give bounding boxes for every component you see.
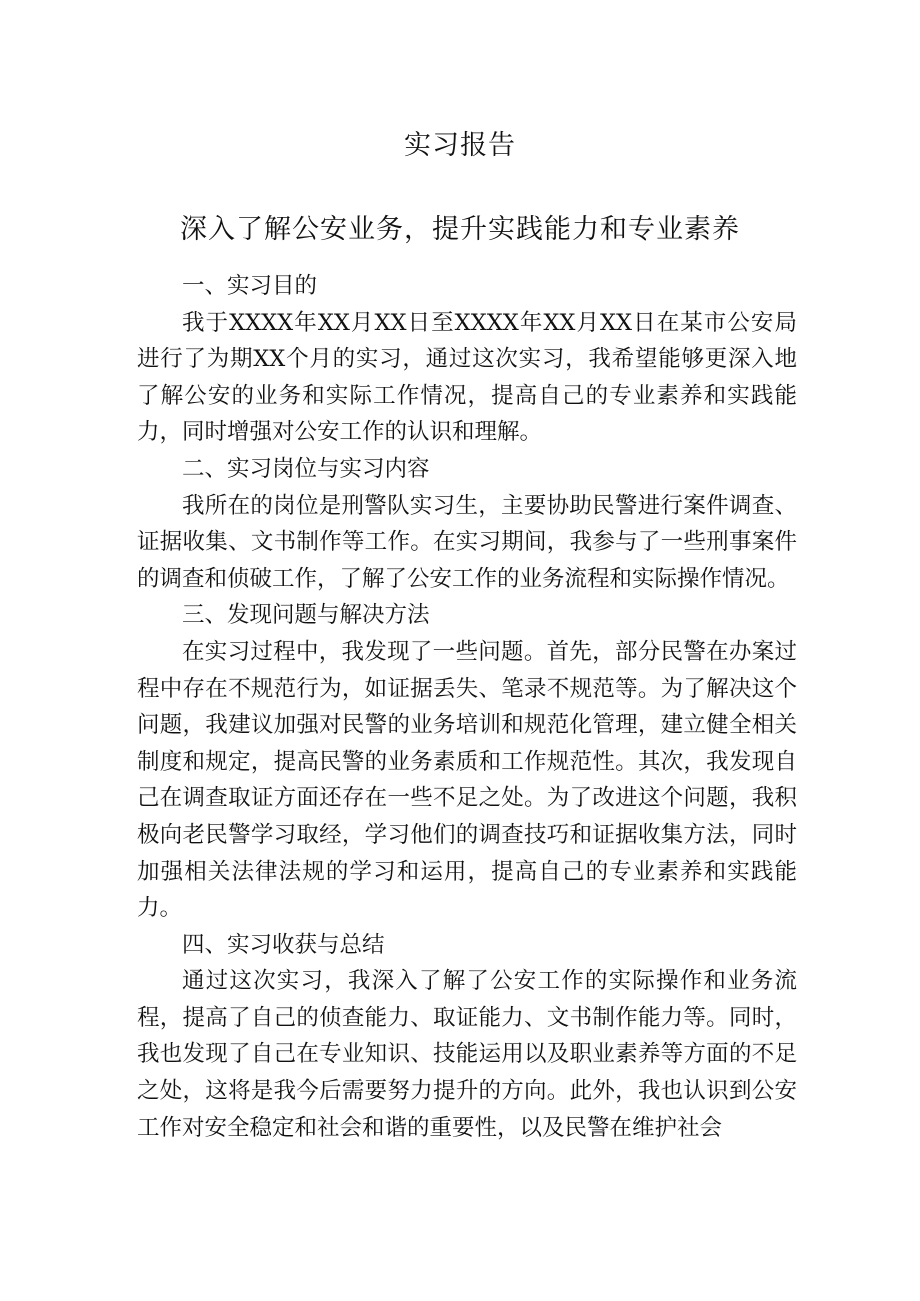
document-subtitle: 深入了解公安业务，提升实践能力和专业素养	[180, 214, 740, 245]
section-paragraph-purpose: 我于XXXX年XX月XX日至XXXX年XX月XX日在某市公安局进行了为期XX个月的实习，通过这次实习，我希望能够更深入地了解公安的业务和实际工作情况，提高自己的专业素养和实践能力，同时增强对公安工作的认识和理解。	[137, 309, 797, 446]
section-paragraph-problems: 在实习过程中，我发现了一些问题。首先，部分民警在办案过程中存在不规范行为，如证据丢失、笔录不规范等。为了解决这个问题，我建议加强对民警的业务培训和规范化管理，建立健全相关制度和规定，提高民警的业务素质和工作规范性。其次，我发现自己在调查取证方面还存在一些不足之处。为了改进这个问题，我积极向老民警学习取经，学习他们的调查技巧和证据收集方法，同时加强相关法律法规的学习和运用，提高自己的专业素养和实践能力。	[137, 638, 797, 922]
section-paragraph-position: 我所在的岗位是刑警队实习生，主要协助民警进行案件调查、证据收集、文书制作等工作。在实习期间，我参与了一些刑事案件的调查和侦破工作，了解了公安工作的业务流程和实际操作情况。	[137, 492, 797, 592]
section-heading-problems: 三、发现问题与解决方法	[182, 602, 430, 629]
section-paragraph-summary: 通过这次实习，我深入了解了公安工作的实际操作和业务流程，提高了自己的侦查能力、取证能力、文书制作能力等。同时，我也发现了自己在专业知识、技能运用以及职业素养等方面的不足之处，这将是我今后需要努力提升的方向。此外，我也认识到公安工作对安全稳定和社会和谐的重要性，以及民警在维护社会	[137, 968, 797, 1141]
document-title: 实习报告	[404, 130, 516, 161]
document-body	[137, 268, 797, 1146]
section-heading-position: 二、实习岗位与实习内容	[182, 455, 430, 482]
section-heading-summary: 四、实习收获与总结	[182, 931, 385, 958]
section-heading-purpose: 一、实习目的	[182, 273, 318, 299]
